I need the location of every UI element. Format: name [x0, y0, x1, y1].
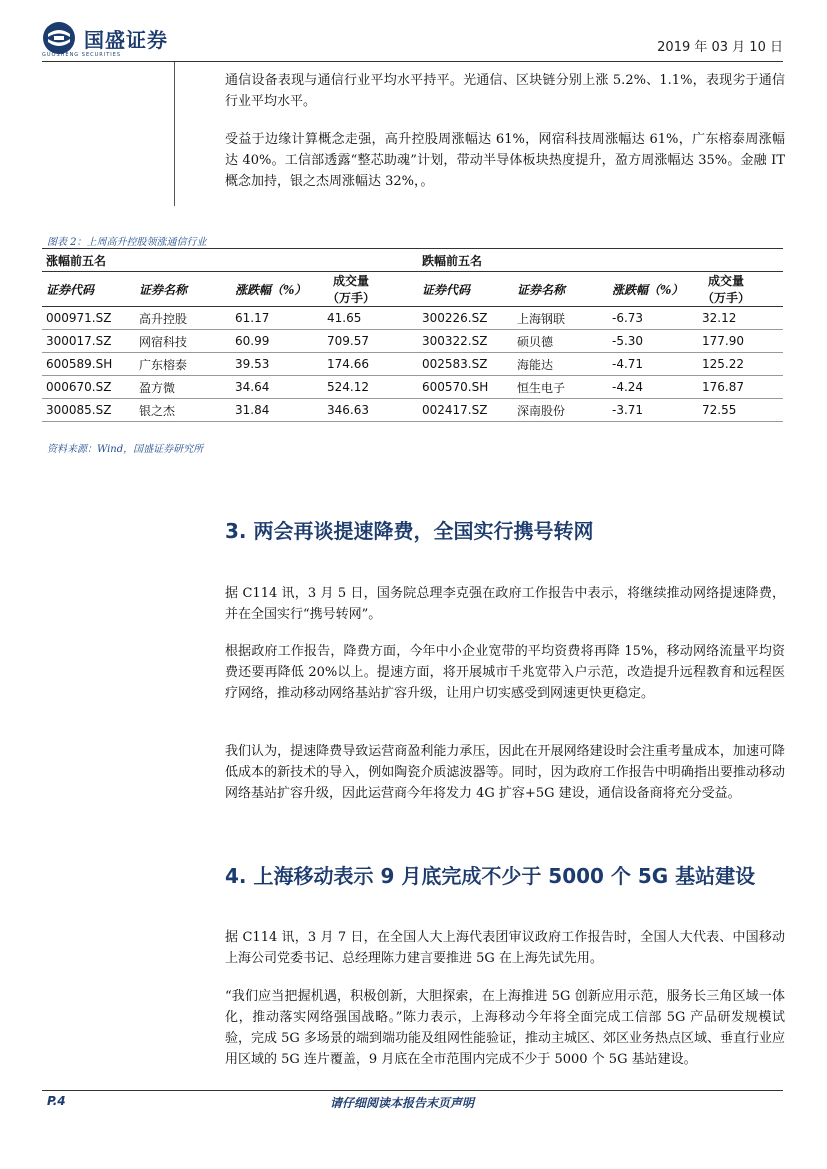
cell: 深南股份 [513, 399, 608, 422]
cell: 39.53 [231, 353, 323, 376]
section-4-paragraph-1: 据 C114 讯，3 月 7 日，在全国人大上海代表团审议政府工作报告时，全国人大代表、中国移动上海公司党委书记、总经理陈力建言要推进 5G 在上海先试先用。 [225, 930, 785, 966]
intro-paragraph-2: 受益于边缘计算概念走强，高升控股周涨幅达 61%，网宿科技周涨幅达 61%，广东榕泰周涨幅达 40%。工信部透露“整芯助魂”计划，带动半导体板块热度提升，盈方周涨幅达 35%。金融 IT 概念加持，银之杰周涨幅达 32%，。 [225, 132, 785, 189]
col-code: 证券代码 [418, 272, 513, 307]
page-number: P.4 [47, 1094, 66, 1108]
col-name: 证券名称 [135, 272, 231, 307]
cell: -6.73 [608, 307, 698, 330]
header-rule [42, 61, 783, 62]
cell: 125.22 [698, 353, 783, 376]
cell: 177.90 [698, 330, 783, 353]
section-3-paragraph-3: 我们认为，提速降费导致运营商盈利能力承压，因此在开展网络建设时会注重考量成本，加速可降低成本的新技术的导入，例如陶瓷介质滤波器等。同时，因为政府工作报告中明确指出要推动移动网络基站扩容升级，因此运营商今年将发力 4G 扩容+5G 建设，通信设备商将充分受益。 [225, 744, 785, 801]
cell: 72.55 [698, 399, 783, 422]
disclaimer-note: 请仔细阅读本报告末页声明 [330, 1096, 475, 1110]
intro-paragraph-1: 通信设备表现与通信行业平均水平持平。光通信、区块链分别上涨 5.2%、1.1%，表现劣于通信行业平均水平。 [225, 73, 785, 109]
table-row [42, 330, 783, 353]
cell: 60.99 [231, 330, 323, 353]
cell: 34.64 [231, 376, 323, 399]
gainers-header: 涨幅前五名 [42, 249, 418, 272]
section-3-paragraph-1: 据 C114 讯，3 月 5 日，国务院总理李克强在政府工作报告中表示，将继续推动网络提速降费，并在全国实行“携号转网”。 [225, 586, 785, 622]
cell: 709.57 [323, 330, 418, 353]
figure-source: 资料来源：Wind，国盛证券研究所 [47, 444, 204, 455]
cell: 300322.SZ [418, 330, 513, 353]
cell: 恒生电子 [513, 376, 608, 399]
col-name: 证券名称 [513, 272, 608, 307]
cell: -4.71 [608, 353, 698, 376]
cell: 广东榕泰 [135, 353, 231, 376]
table-section-header [42, 249, 783, 272]
cell: 002583.SZ [418, 353, 513, 376]
table-column-header [42, 272, 783, 307]
cell: 32.12 [698, 307, 783, 330]
cell: -3.71 [608, 399, 698, 422]
section-3-paragraph-2: 根据政府工作报告，降费方面，今年中小企业宽带的平均资费将再降 15%，移动网络流量平均资费还要再降低 20%以上。提速方面，将开展城市千兆宽带入户示范，改造提升远程教育和远程医疗网络，推动移动网络基站扩容升级，让用户切实感受到网速更快更稳定。 [225, 644, 785, 701]
report-date: 2019 年 03 月 10 日 [657, 40, 783, 55]
top-movers-table [42, 249, 783, 422]
table-row [42, 376, 783, 399]
cell: 000670.SZ [42, 376, 135, 399]
cell: 61.17 [231, 307, 323, 330]
cell: 硕贝德 [513, 330, 608, 353]
col-code: 证券代码 [42, 272, 135, 307]
cell: -5.30 [608, 330, 698, 353]
cell: 盈方微 [135, 376, 231, 399]
figure-title: 图表 2：上周高升控股领涨通信行业 [47, 237, 207, 248]
table-row [42, 353, 783, 376]
section-3-heading: 3. 两会再谈提速降费，全国实行携号转网 [225, 519, 594, 543]
col-volume: 成交量 （万手） [698, 272, 783, 307]
col-volume: 成交量 （万手） [323, 272, 418, 307]
cell: 41.65 [323, 307, 418, 330]
cell: 524.12 [323, 376, 418, 399]
cell: 600570.SH [418, 376, 513, 399]
cell: 上海钢联 [513, 307, 608, 330]
cell: 346.63 [323, 399, 418, 422]
table-row [42, 399, 783, 422]
section-4-heading: 4. 上海移动表示 9 月底完成不少于 5000 个 5G 基站建设 [225, 864, 756, 888]
logo-mark-icon [42, 21, 76, 55]
cell: 176.87 [698, 376, 783, 399]
col-change: 涨跌幅（%） [608, 272, 698, 307]
col-change: 涨跌幅（%） [231, 272, 323, 307]
cell: 银之杰 [135, 399, 231, 422]
cell: 海能达 [513, 353, 608, 376]
brand-name: 国盛证券 [84, 27, 168, 52]
cell: 300017.SZ [42, 330, 135, 353]
footer-rule [42, 1090, 783, 1091]
cell: 300085.SZ [42, 399, 135, 422]
cell: -4.24 [608, 376, 698, 399]
cell: 002417.SZ [418, 399, 513, 422]
table-row [42, 307, 783, 330]
cell: 网宿科技 [135, 330, 231, 353]
cell: 600589.SH [42, 353, 135, 376]
cell: 000971.SZ [42, 307, 135, 330]
cell: 300226.SZ [418, 307, 513, 330]
cell: 174.66 [323, 353, 418, 376]
brand-subtitle: GUOSHENG SECURITIES [42, 52, 122, 58]
cell: 高升控股 [135, 307, 231, 330]
cell: 31.84 [231, 399, 323, 422]
losers-header: 跌幅前五名 [418, 249, 783, 272]
margin-rule [174, 62, 175, 206]
section-4-paragraph-2: “我们应当把握机遇，积极创新，大胆探索，在上海推进 5G 创新应用示范，服务长三角区域一体化，推动落实网络强国战略。”陈力表示，上海移动今年将全面完成工信部 5G 产品研发规模试验，完成 5G 多场景的端到端功能及组网性能验证，推动主城区、郊区业务热点区域、垂直行业应用区域的 5G 连片覆盖，9 月底在全市范围内完成不少于 5000 个 5G 基站建设。 [225, 989, 785, 1067]
